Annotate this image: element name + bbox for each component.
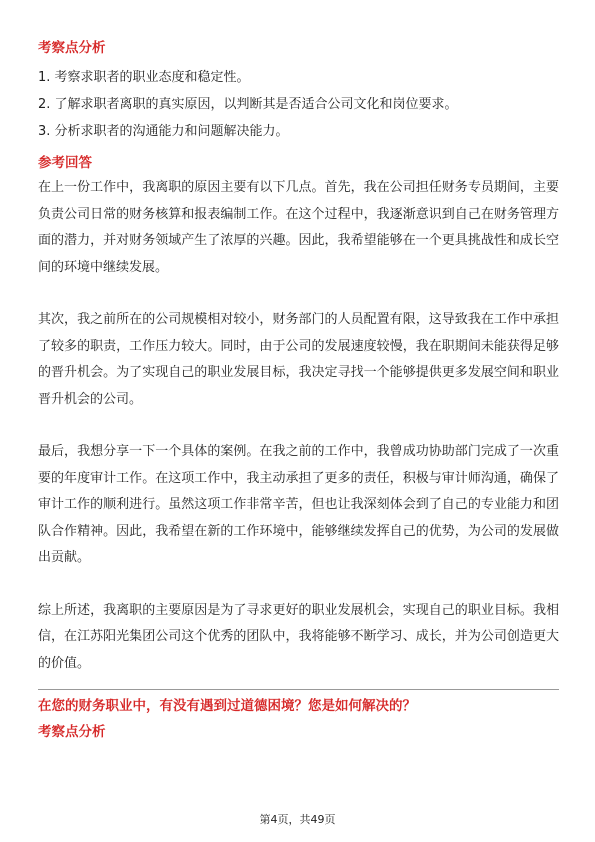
section-heading-answer: 参考回答 (38, 155, 92, 171)
section-divider (38, 689, 559, 690)
section-heading-analysis: 考察点分析 (38, 40, 106, 56)
page-footer: 第4页，共49页 (259, 813, 336, 826)
next-question: 在您的财务职业中，有没有遇到过道德困境？您是如何解决的？ (38, 698, 416, 714)
list-item: 2. 了解求职者离职的真实原因，以判断其是否适合公司文化和岗位要求。 (38, 97, 458, 112)
answer-paragraph: 其次，我之前所在的公司规模相对较小，财务部门的人员配置有限，这导致我在工作中承担了较多的职责，工作压力较大。同时，由于公司的发展速度较慢，我在职期间未能获得足够的晋升机会。为了实现自己的职业发展目标，我决定寻找一个能够提供更多发展空间和职业晋升机会的公司。 (38, 312, 559, 407)
document-page (38, 38, 559, 742)
answer-paragraph: 综上所述，我离职的主要原因是为了寻求更好的职业发展机会，实现自己的职业目标。我相信，在江苏阳光集团公司这个优秀的团队中，我将能够不断学习、成长，并为公司创造更大的价值。 (38, 602, 559, 671)
analysis-list (38, 64, 559, 145)
answer-paragraph: 最后，我想分享一下一个具体的案例。在我之前的工作中，我曾成功协助部门完成了一次重要的年度审计工作。在这项工作中，我主动承担了更多的责任，积极与审计师沟通，确保了审计工作的顺利进行。虽然这项工作非常辛苦，但也让我深刻体会到了自己的专业能力和团队合作精神。因此，我希望在新的工作环境中，能够继续发挥自己的优势，为公司的发展做出贡献。 (38, 444, 559, 565)
answer-paragraph: 在上一份工作中，我离职的原因主要有以下几点。首先，我在公司担任财务专员期间，主要负责公司日常的财务核算和报表编制工作。在这个过程中，我逐渐意识到自己在财务管理方面的潜力，并对财务领域产生了浓厚的兴趣。因此，我希望能够在一个更具挑战性和成长空间的环境中继续发展。 (38, 180, 559, 275)
list-item: 3. 分析求职者的沟通能力和问题解决能力。 (38, 124, 289, 139)
section-heading-analysis-next: 考察点分析 (38, 724, 106, 740)
list-item: 1. 考察求职者的职业态度和稳定性。 (38, 70, 250, 85)
